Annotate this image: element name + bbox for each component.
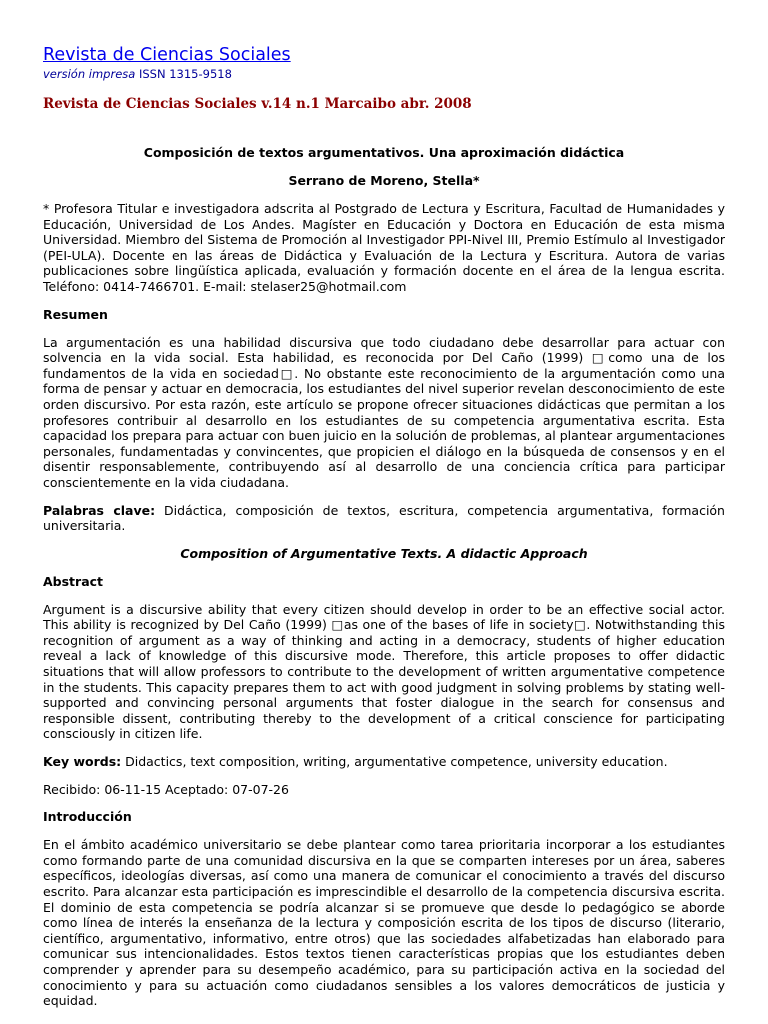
resumen-heading: Resumen [43,306,108,322]
author-affiliation [43,201,725,295]
palabras-clave-text: Didáctica, composición de textos, escritura, competencia argumentativa, formación universitaria. [43,502,725,534]
english-title: Composition of Argumentative Texts. A didactic Approach [180,545,588,561]
palabras-clave [43,503,725,534]
issue-line: Revista de Ciencias Sociales v.14 n.1 Marcaibo abr. 2008 [43,96,472,112]
article-title: Composición de textos argumentativos. Una aproximación didáctica [143,145,625,160]
author-name: Serrano de Moreno, Stella* [288,173,480,188]
affiliation-text: * Profesora Titular e investigadora adscrita al Postgrado de Lectura y Escritura, Facultad de Humanidades y Educación, Universidad de Los Andes. Magíster en Educación y Doctora en Educación de esta misma Universidad. Miembro del Sistema de Promoción al Investigador PPI-Nivel III, Premio Estímulo al Investigador (PEI-ULA). Docente en las áreas de Didáctica y Evaluación de la Lectura y Escritura. Autora de varias publicaciones sobre lingüística aplicada, evaluación y formación docente en el área de la lengua escrita. Teléfono: 0414-7466701. E-mail: [43,201,725,294]
version-line [43,67,725,81]
version-label: versión impresa [43,67,136,81]
article-page [43,0,725,1009]
journal-title-link[interactable]: Revista de Ciencias Sociales [43,45,291,65]
palabras-clave-label: Palabras clave: [43,502,156,518]
author-email-link[interactable]: stelaser25@hotmail.com [250,278,407,294]
introduccion-body: En el ámbito académico universitario se debe plantear como tarea prioritaria incorporar a los estudiantes como formando parte de una comunidad discursiva en la que se comparten intereses por un área, saberes específicos, ideologías diversas, así como una manera de comunicar el conocimiento a través del discurso escrito. Para alcanzar esta participación es imprescindible el desarrollo de la competencia discursiva escrita. El dominio de esta competencia se podría alcanzar si se promueve que desde lo pedagógico se aborde como línea de interés la enseñanza de la lectura y composición escrita de los tipos de discurso (literario, científico, argumentativo, informativo, entre otros) que las sociedades alfabetizadas han elaborado para comunicar sus intencionalidades. Estos textos tienen características propias que los estudiantes deben comprender y aprender para su desempeño académico, para su participación activa en la sociedad del conocimiento y para su actuación como ciudadanos sensibles a los valores democráticos de justicia y equidad. [43,837,725,1009]
issn-label: ISSN 1315-9518 [138,67,232,81]
abstract-body: Argument is a discursive ability that every citizen should develop in order to be an effective social actor. This ability is recognized by Del Caño (1999) □as one of the bases of life in society□. Notwithstanding this recognition of argument as a way of thinking and acting in a democracy, students of higher education reveal a lack of knowledge of this discursive mode. Therefore, this article proposes to offer didactic situations that will allow professors to contribute to the development of written argumentative competence in the students. This capacity prepares them to act with good judgment in solving problems by stating well-supported and convincing personal arguments that foster dialogue in the search for consensus and responsible dissent, contributing thereby to the development of a critical conscience for participating consciously in citizen life. [43,601,725,742]
abstract-heading: Abstract [43,573,104,589]
received-accepted-dates: Recibido: 06-11-15 Aceptado: 07-07-26 [43,781,289,797]
key-words-label: Key words: [43,754,122,770]
introduccion-heading: Introducción [43,809,132,825]
resumen-body: La argumentación es una habilidad discursiva que todo ciudadano debe desarrollar para actuar con solvencia en la vida social. Esta habilidad, es reconocida por Del Caño (1999) □como una de los fundamentos de la vida en sociedad□. No obstante este reconocimiento de la argumentación como una forma de pensar y actuar en democracia, los estudiantes del nivel superior revelan desconocimiento de este orden discursivo. Por esta razón, este artículo se propone ofrecer situaciones didácticas que permitan a los profesores contribuir al desarrollo en los estudiantes de su competencia argumentativa escrita. Esta capacidad los prepara para actuar con buen juicio en la solución de problemas, al plantear argumentaciones personales, fundamentadas y convincentes, que propicien el diálogo en la búsqueda de consensos y en el disentir responsablemente, contribuyendo así al desarrollo de una conciencia crítica para participar conscientemente en la vida ciudadana. [43,334,725,490]
key-words-text: Didactics, text composition, writing, argumentative competence, university education. [121,754,668,770]
key-words [43,754,725,770]
